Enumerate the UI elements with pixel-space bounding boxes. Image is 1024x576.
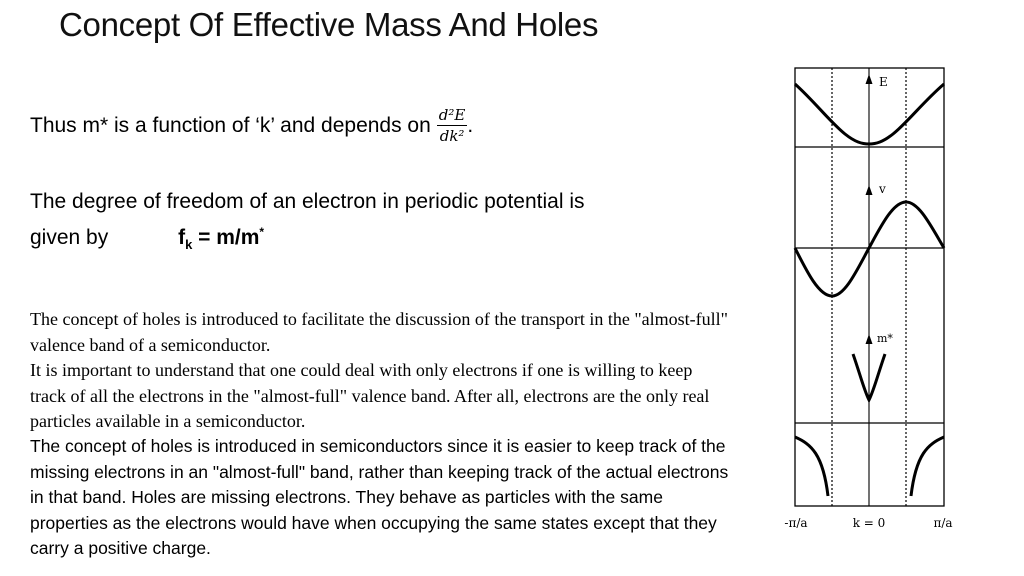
statement-text: Thus m* is a function of ‘k’ and depends on [30, 113, 431, 137]
energy-axis-label: E [879, 75, 888, 89]
formula-eq: = m/m [192, 226, 260, 249]
fraction-numerator: d²E [438, 106, 466, 124]
degree-of-freedom-statement [30, 186, 710, 260]
statement-end: . [467, 113, 474, 137]
dof-text-line1: The degree of freedom of an electron in periodic potential is [30, 190, 585, 213]
holes-sentence-3: The concept of holes is introduced in semiconductors since it is easier to keep track of the missing electrons in an "almost-full" band, rather than keeping track of the actual electrons in that band. Holes are missing electrons. They behave as particles with the same properties as the electrons would have when occupying the same states except that they carry a positive charge. [30, 436, 729, 558]
x-label-k-zero: k = 0 [852, 516, 886, 530]
page-title: Concept Of Effective Mass And Holes [59, 6, 599, 43]
formula-sup: * [259, 225, 265, 239]
holes-sentence-2: It is important to understand that one could deal with only electrons if one is willing to keep track of all the electrons in the "almost-full" valence band. After all, electrons are the only real particles available in a semiconductor. [30, 360, 710, 431]
energy-axis-arrow-icon [866, 74, 873, 84]
dof-text-line2: given by [30, 226, 109, 249]
effective-mass-statement [30, 107, 473, 144]
effective-mass-curve-left [795, 437, 828, 496]
velocity-axis-label: v [879, 182, 886, 196]
formula-sub: k [185, 237, 193, 253]
holes-paragraph-serif [30, 307, 730, 435]
dof-formula [178, 225, 265, 253]
effective-mass-axis-arrow-icon [866, 334, 873, 344]
x-label-minus-pi-over-a: -π/a [784, 516, 808, 530]
band-diagram [775, 62, 975, 542]
effective-mass-curve-right [911, 437, 944, 496]
holes-paragraph-sans [30, 434, 730, 562]
velocity-axis-arrow-icon [866, 185, 873, 195]
fraction-denominator: dk² [439, 126, 465, 145]
effective-mass-axis-label: m* [877, 332, 893, 345]
formula-f: f [178, 226, 186, 249]
x-label-pi-over-a: π/a [933, 516, 953, 530]
second-derivative-fraction [437, 107, 468, 144]
holes-sentence-1: The concept of holes is introduced to facilitate the discussion of the transport in the "almost-full" valence band of a semiconductor. [30, 309, 729, 355]
